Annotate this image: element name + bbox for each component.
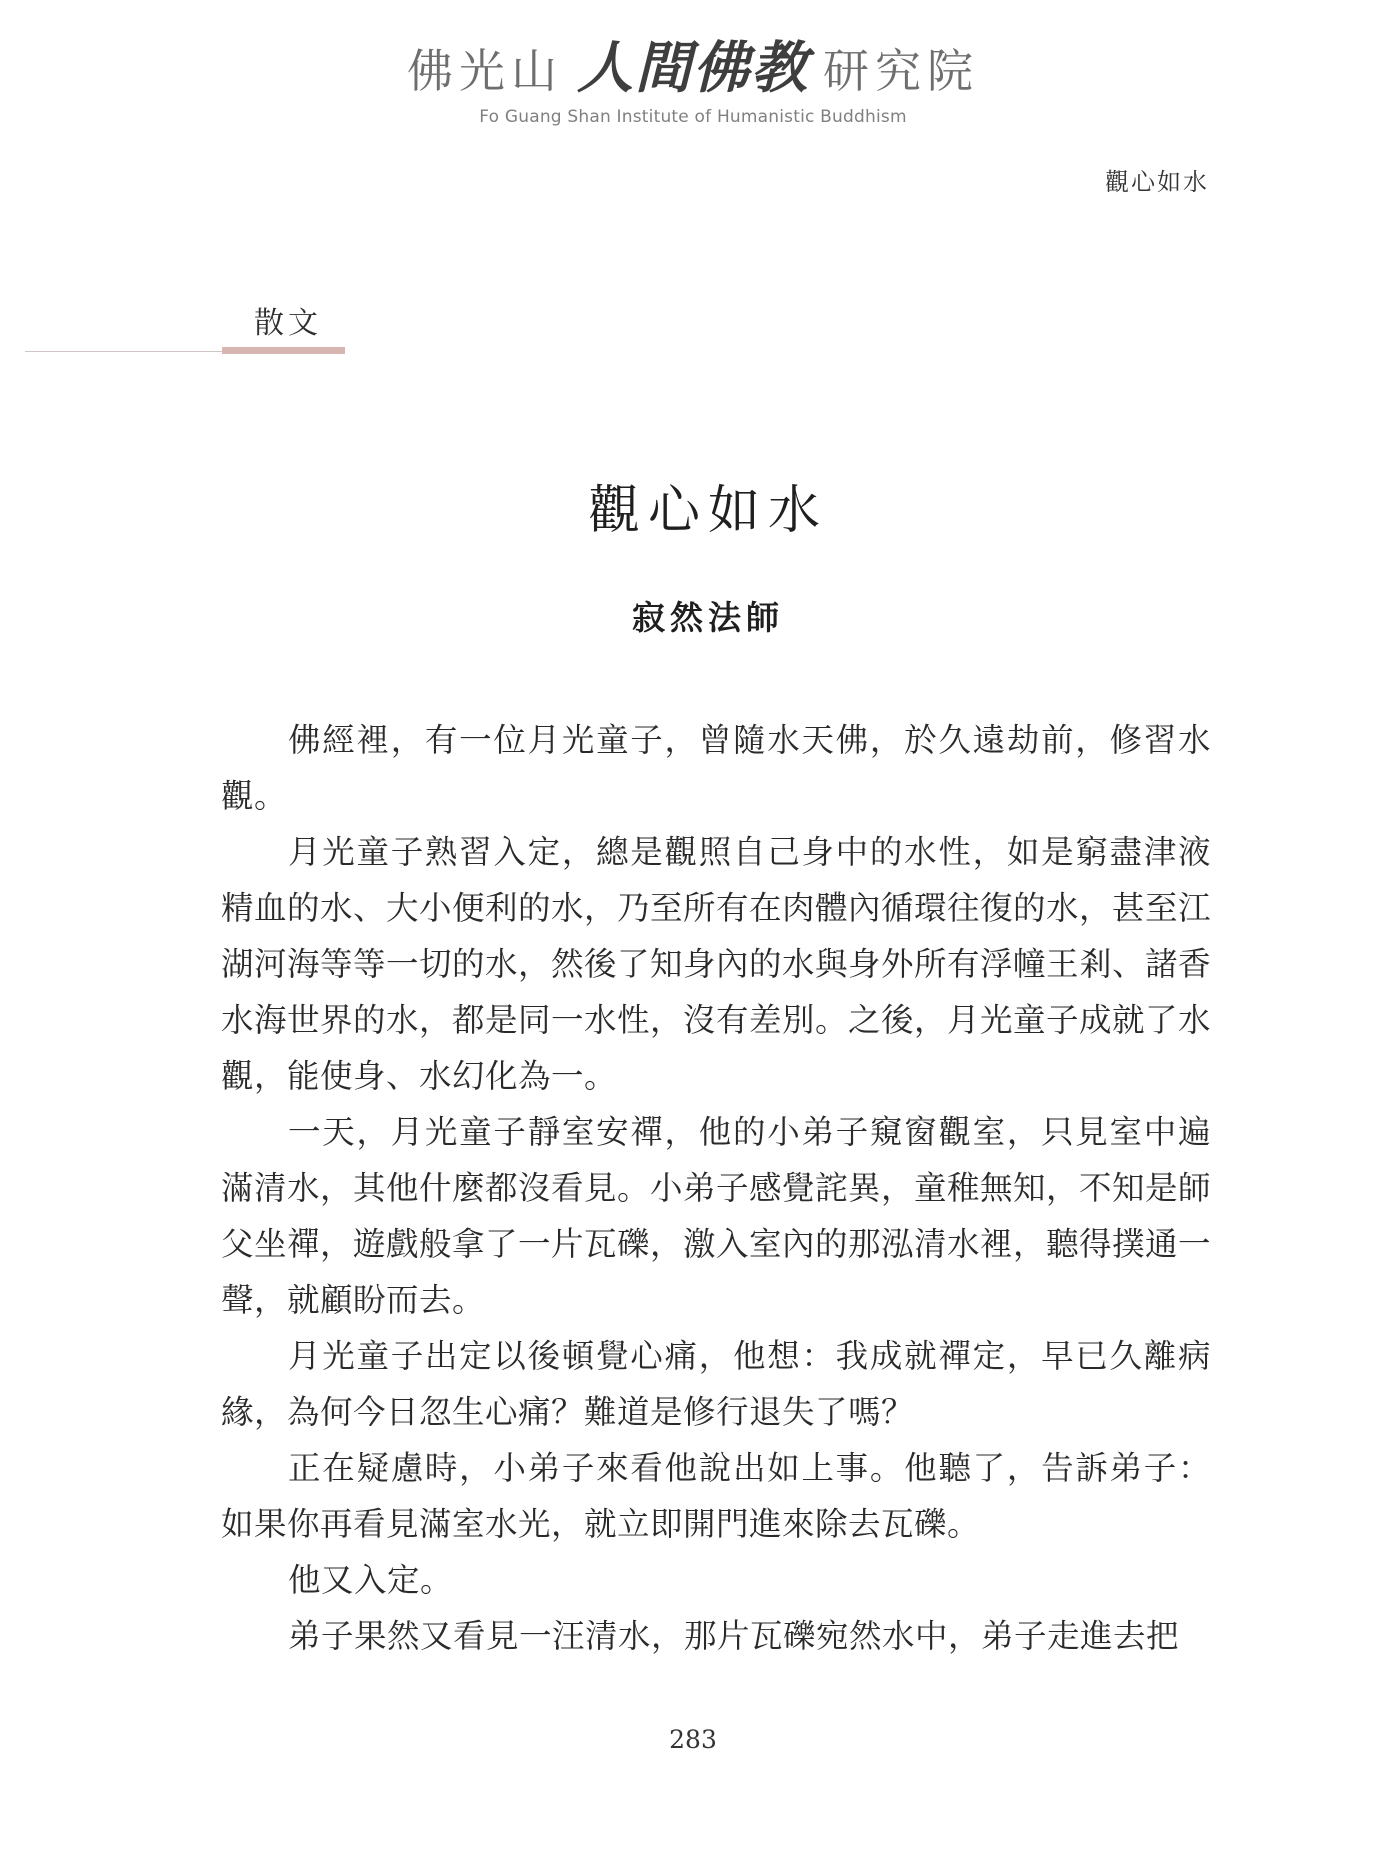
logo-left-text: 佛光山 xyxy=(407,44,563,98)
paragraph: 正在疑慮時，小弟子來看他說出如上事。他聽了，告訴弟子：如果你再看見滿室水光，就立即開門進來除去瓦礫。 xyxy=(221,1449,1211,1543)
article-title: 觀心如水 xyxy=(587,481,828,541)
paragraph: 弟子果然又看見一汪清水，那片瓦礫宛然水中，弟子走進去把 xyxy=(288,1617,1180,1655)
section-label: 散文 xyxy=(254,306,322,341)
paragraph: 月光童子出定以後頓覺心痛，他想：我成就禪定，早已久離病緣，為何今日忽生心痛？難道是修行退失了嗎？ xyxy=(221,1337,1211,1431)
running-head: 觀心如水 xyxy=(1105,168,1209,196)
paragraph: 月光童子熟習入定，總是觀照自己身中的水性，如是窮盡津液精血的水、大小便利的水，乃至所有在肉體內循環往復的水，甚至江湖河海等等一切的水，然後了知身內的水與身外所有浮幢王剎、諸香水海世界的水，都是同一水性，沒有差別。之後，月光童子成就了水觀，能使身、水幻化為一。 xyxy=(221,833,1212,1095)
institute-logo xyxy=(0,35,1386,127)
paragraph: 他又入定。 xyxy=(288,1561,454,1599)
logo-right-text: 研究院 xyxy=(823,44,979,98)
logo-calligraphy-text: 人間佛教 xyxy=(577,35,809,101)
paragraph: 一天，月光童子靜室安禪，他的小弟子窺窗觀室，只見室中遍滿清水，其他什麼都沒看見。小弟子感覺詫異，童稚無知，不知是師父坐禪，遊戲般拿了一片瓦礫，激入室內的那泓清水裡，聽得撲通一聲，就顧盼而去。 xyxy=(221,1113,1212,1319)
page-number: 283 xyxy=(669,1725,717,1754)
logo-english-text: Fo Guang Shan Institute of Humanistic Buddhism xyxy=(479,107,907,127)
section-accent-bar xyxy=(222,347,345,354)
article-body xyxy=(221,712,1211,1664)
logo-chinese xyxy=(0,35,1386,101)
paragraph: 佛經裡，有一位月光童子，曾隨水天佛，於久遠劫前，修習水觀。 xyxy=(221,721,1211,815)
article-author: 寂然法師 xyxy=(632,598,784,637)
